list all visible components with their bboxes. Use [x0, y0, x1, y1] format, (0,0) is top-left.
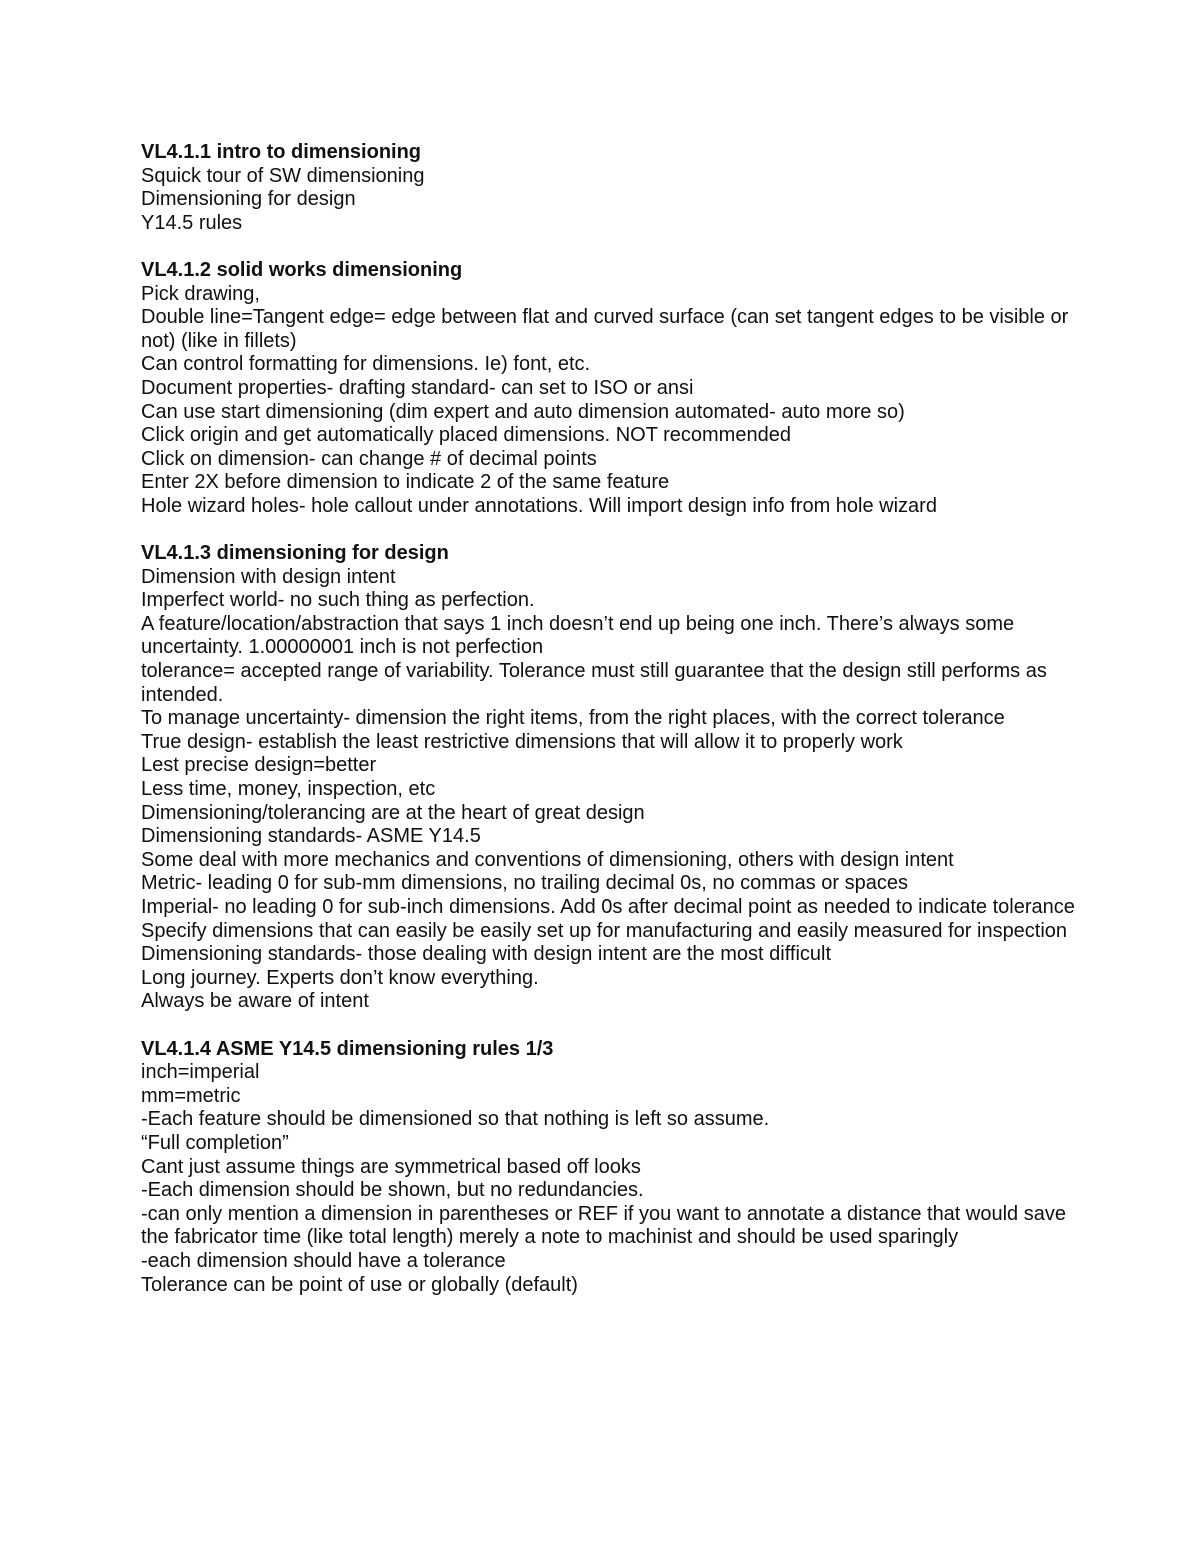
section-heading: VL4.1.2 solid works dimensioning [141, 258, 463, 281]
note-line: Click on dimension- can change # of decimal points [141, 447, 597, 470]
section-design [141, 542, 1081, 1014]
note-line: Squick tour of SW dimensioning [141, 164, 425, 187]
section-asme-rules [141, 1038, 1081, 1298]
note-line: -can only mention a dimension in parentheses or REF if you want to annotate a distance that would save the fabricator time (like total length) merely a note to machinist and should be used sparingly [141, 1202, 1066, 1249]
note-line: Document properties- drafting standard- can set to ISO or ansi [141, 376, 694, 399]
section-heading: VL4.1.4 ASME Y14.5 dimensioning rules 1/3 [141, 1037, 554, 1060]
note-line: Enter 2X before dimension to indicate 2 of the same feature [141, 471, 670, 494]
note-line: Less time, money, inspection, etc [141, 778, 436, 801]
section-solidworks [141, 259, 1081, 519]
note-line: A feature/location/abstraction that says 1 inch doesn’t end up being one inch. There’s always some uncertainty. 1.00000001 inch is not perfection [141, 612, 1015, 659]
note-line: Imperial- no leading 0 for sub-inch dimensions. Add 0s after decimal point as needed to indicate tolerance [141, 896, 1075, 918]
note-line: tolerance= accepted range of variability. Tolerance must still guarantee that the design still performs as intended. [141, 660, 1047, 706]
section-intro [141, 141, 1081, 235]
note-line: Dimensioning/tolerancing are at the heart of great design [141, 801, 645, 824]
section-heading: VL4.1.3 dimensioning for design [141, 542, 449, 565]
note-line: Tolerance can be point of use or globally (default) [141, 1273, 578, 1296]
note-line: inch=imperial [141, 1061, 260, 1084]
note-line: Can control formatting for dimensions. Ie) font, etc. [141, 353, 591, 376]
note-line: Double line=Tangent edge= edge between flat and curved surface (can set tangent edges to be visible or not) (like in fillets) [141, 306, 1069, 352]
section-heading: VL4.1.1 intro to dimensioning [141, 141, 422, 163]
document-page [141, 141, 1081, 1321]
note-line: -Each dimension should be shown, but no redundancies. [141, 1179, 644, 1202]
note-line: Cant just assume things are symmetrical based off looks [141, 1155, 641, 1178]
note-line: Dimension with design intent [141, 565, 396, 588]
note-line: Pick drawing, [141, 282, 260, 305]
note-line: Y14.5 rules [141, 211, 243, 234]
note-line: Dimensioning standards- ASME Y14.5 [141, 825, 481, 848]
note-line: Always be aware of intent [141, 990, 369, 1013]
note-line: Can use start dimensioning (dim expert and auto dimension automated- auto more so) [141, 400, 905, 423]
note-line: Some deal with more mechanics and conventions of dimensioning, others with design intent [141, 848, 954, 871]
note-line: Lest precise design=better [141, 754, 377, 777]
note-line: Long journey. Experts don’t know everything. [141, 966, 539, 989]
note-line: Imperfect world- no such thing as perfection. [141, 589, 535, 612]
note-line: Dimensioning for design [141, 188, 356, 211]
note-line: Specify dimensions that can easily be easily set up for manufacturing and easily measured for inspection [141, 919, 1068, 942]
note-line: Metric- leading 0 for sub-mm dimensions, no trailing decimal 0s, no commas or spaces [141, 872, 908, 895]
note-line: To manage uncertainty- dimension the right items, from the right places, with the correct tolerance [141, 707, 1005, 730]
note-line: Dimensioning standards- those dealing with design intent are the most difficult [141, 943, 832, 966]
note-line: -Each feature should be dimensioned so that nothing is left so assume. [141, 1108, 770, 1131]
note-line: “Full completion” [141, 1131, 289, 1154]
note-line: True design- establish the least restrictive dimensions that will allow it to properly work [141, 730, 903, 753]
note-line: Click origin and get automatically placed dimensions. NOT recommended [141, 424, 791, 447]
note-line: Hole wizard holes- hole callout under annotations. Will import design info from hole wizard [141, 494, 937, 517]
note-line: -each dimension should have a tolerance [141, 1249, 506, 1272]
note-line: mm=metric [141, 1084, 241, 1107]
